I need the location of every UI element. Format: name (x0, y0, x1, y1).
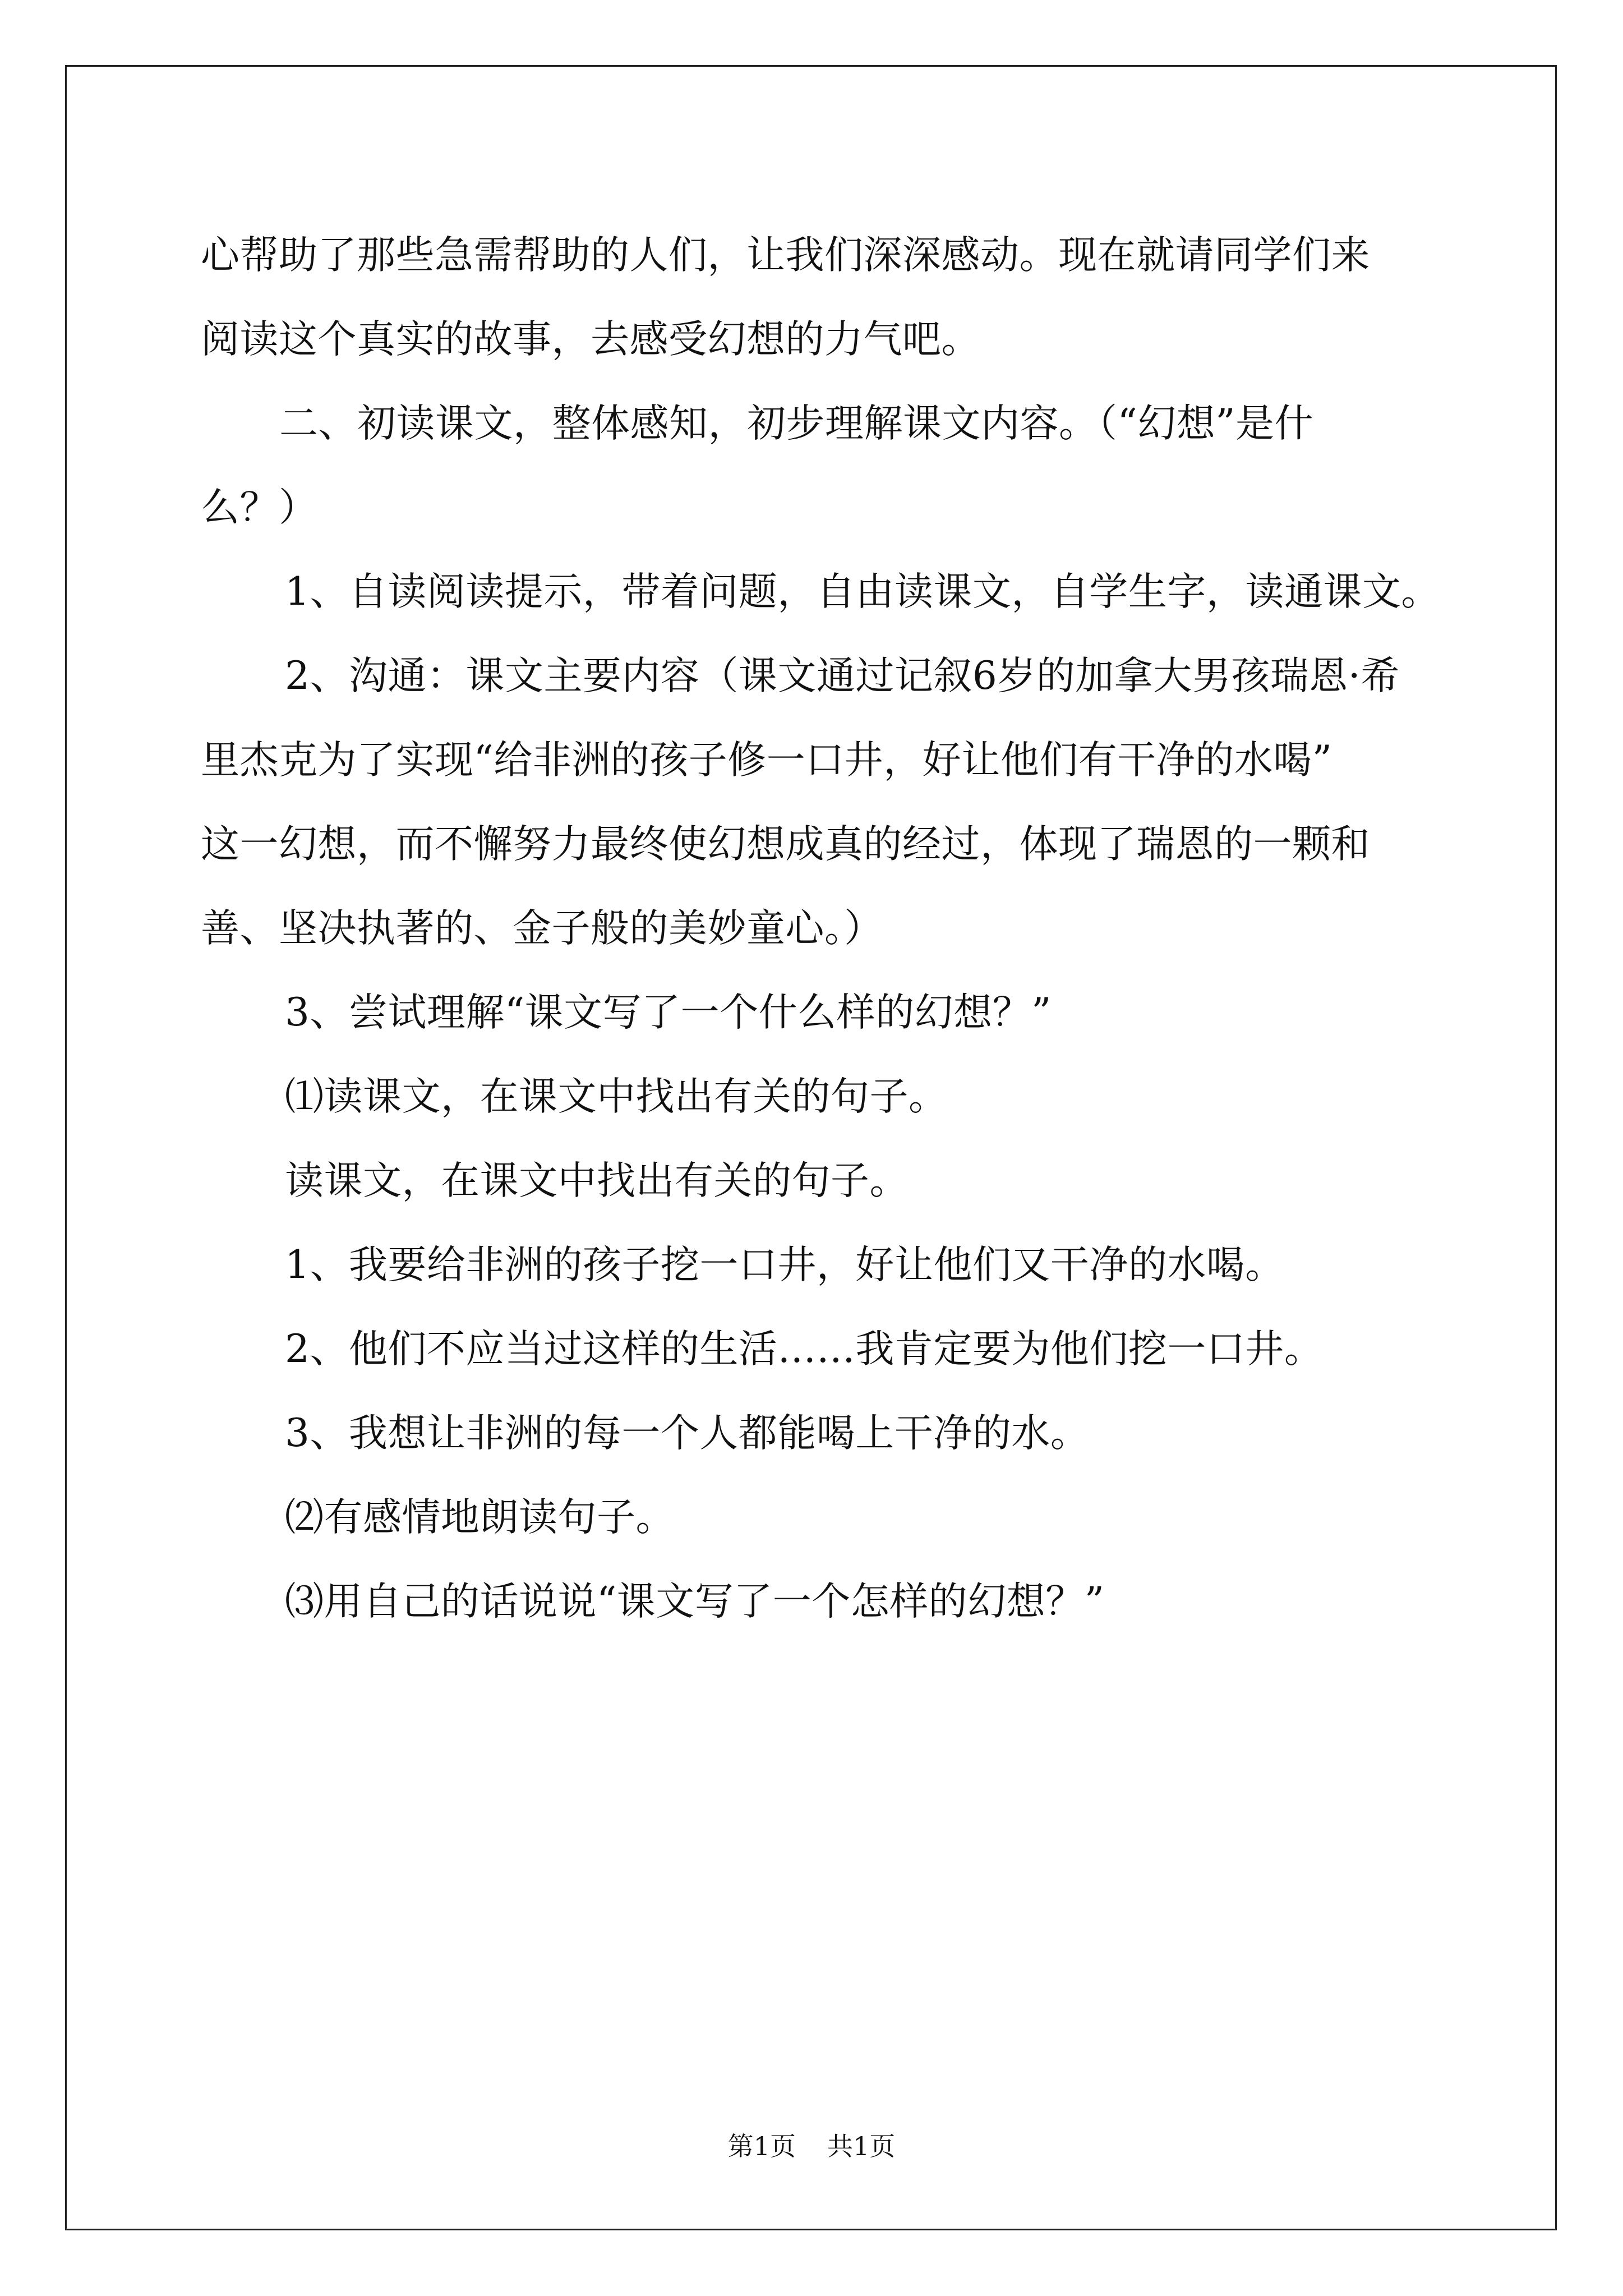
page-number-current: 第1页 (727, 2131, 796, 2161)
paragraph-3: 二、初读课文，整体感知，初步理解课文内容。（“幻想”是什 (279, 401, 1314, 446)
paragraph-4: 么？） (201, 485, 318, 530)
paragraph-14: 2、他们不应当过这样的生活……我肯定要为他们挖一口井。 (285, 1327, 1324, 1372)
paragraph-10: 3、尝试理解“课文写了一个什么样的幻想？” (285, 990, 1052, 1035)
paragraph-11: ⑴读课文，在课文中找出有关的句子。 (285, 1074, 948, 1119)
paragraph-8: 这一幻想，而不懈努力最终使幻想成真的经过，体现了瑞恩的一颗和 (201, 822, 1370, 867)
paragraph-7: 里杰克为了实现“给非洲的孩子修一口井，好让他们有干净的水喝” (201, 738, 1332, 783)
paragraph-12: 读课文，在课文中找出有关的句子。 (285, 1158, 909, 1203)
page-footer (0, 2126, 1623, 2163)
paragraph-17: ⑶用自己的话说说“课文写了一个怎样的幻想？” (285, 1579, 1105, 1624)
paragraph-15: 3、我想让非洲的每一个人都能喝上干净的水。 (285, 1411, 1090, 1456)
paragraph-2: 阅读这个真实的故事，去感受幻想的力气吧。 (201, 317, 980, 362)
paragraph-13: 1、我要给非洲的孩子挖一口井，好让他们又干净的水喝。 (285, 1243, 1284, 1287)
paragraph-1: 心帮助了那些急需帮助的人们，让我们深深感动。现在就请同学们来 (201, 233, 1370, 278)
paragraph-9: 善、坚决执著的、金子般的美妙童心。） (201, 906, 883, 951)
paragraph-16: ⑵有感情地朗读句子。 (285, 1495, 675, 1540)
paragraph-6: 2、沟通：课文主要内容（课文通过记叙6岁的加拿大男孩瑞恩·希 (285, 654, 1400, 698)
page-number-total: 共1页 (827, 2131, 896, 2161)
document-body (201, 213, 1440, 1644)
paragraph-5: 1、自读阅读提示，带着问题，自由读课文，自学生字，读通课文。 (285, 569, 1440, 614)
